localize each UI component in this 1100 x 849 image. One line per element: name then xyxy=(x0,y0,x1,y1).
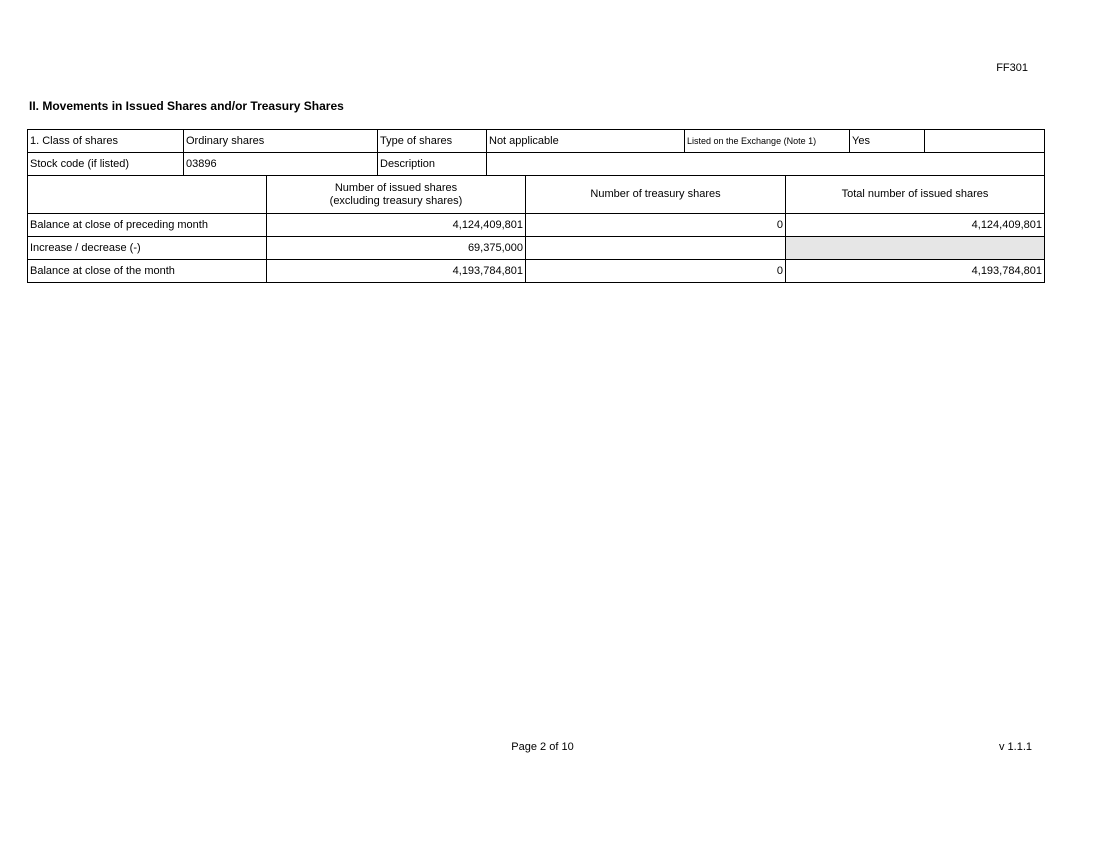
type-value: Not applicable xyxy=(487,130,685,153)
movements-header-row xyxy=(28,176,1045,214)
class-row xyxy=(28,130,1045,153)
treasury-value: 0 xyxy=(526,214,786,237)
listed-value: Yes xyxy=(850,130,925,153)
type-label: Type of shares xyxy=(378,130,487,153)
issued-value: 4,124,409,801 xyxy=(267,214,526,237)
class-label: 1. Class of shares xyxy=(28,130,184,153)
header-issued-line2: (excluding treasury shares) xyxy=(329,194,463,207)
blank-cell xyxy=(925,130,1045,153)
version-label: v 1.1.1 xyxy=(998,741,1032,753)
issued-value: 4,193,784,801 xyxy=(267,260,526,283)
movements-table xyxy=(27,175,1045,283)
table-row xyxy=(28,214,1045,237)
stock-code-label: Stock code (if listed) xyxy=(28,153,184,176)
class-value: Ordinary shares xyxy=(184,130,378,153)
treasury-value: 0 xyxy=(526,260,786,283)
page-number: Page 2 of 10 xyxy=(511,741,574,753)
header-total-issued: Total number of issued shares xyxy=(786,176,1045,214)
header-treasury-shares: Number of treasury shares xyxy=(526,176,786,214)
header-issued-shares xyxy=(267,176,526,214)
table-row xyxy=(28,237,1045,260)
total-value: 4,124,409,801 xyxy=(786,214,1045,237)
stock-code-value: 03896 xyxy=(184,153,378,176)
stock-code-row xyxy=(28,153,1045,176)
row-label: Balance at close of preceding month xyxy=(28,214,267,237)
header-issued-line1: Number of issued shares xyxy=(334,181,458,194)
issued-value: 69,375,000 xyxy=(267,237,526,260)
share-class-table xyxy=(27,129,1045,176)
row-label: Increase / decrease (-) xyxy=(28,237,267,260)
description-label: Description xyxy=(378,153,487,176)
header-blank xyxy=(28,176,267,214)
listed-label: Listed on the Exchange (Note 1) xyxy=(685,130,850,153)
total-value: 4,193,784,801 xyxy=(786,260,1045,283)
section-title: II. Movements in Issued Shares and/or Treasury Shares xyxy=(29,99,344,113)
table-row xyxy=(28,260,1045,283)
total-value-shaded xyxy=(786,237,1045,260)
form-code: FF301 xyxy=(996,62,1028,74)
description-value xyxy=(487,153,1045,176)
row-label: Balance at close of the month xyxy=(28,260,267,283)
treasury-value xyxy=(526,237,786,260)
